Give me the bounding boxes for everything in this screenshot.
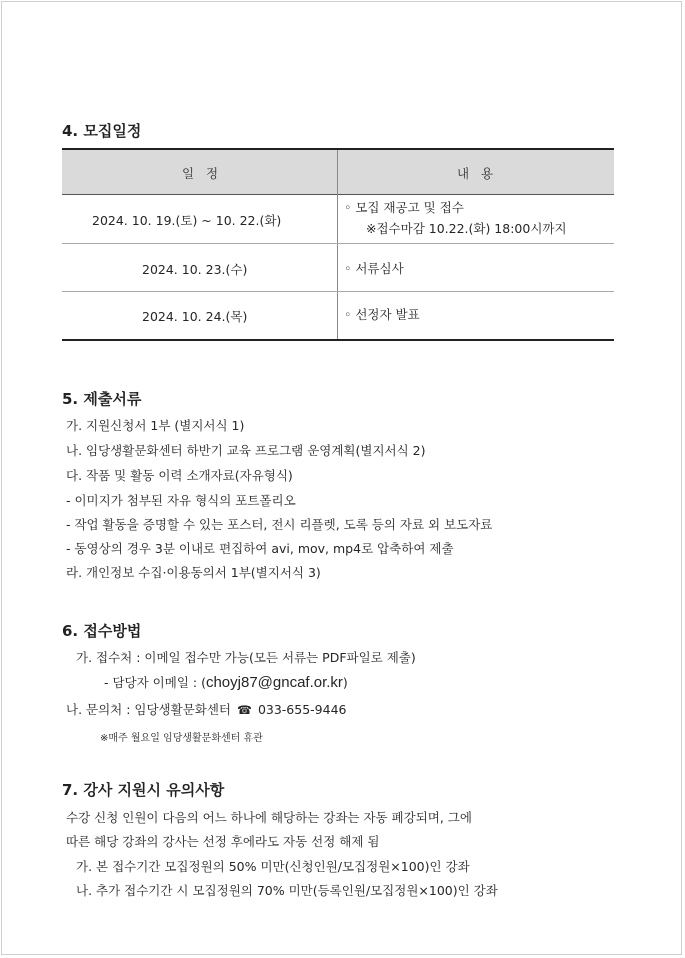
list-item: - 작업 활동을 증명할 수 있는 포스터, 전시 리플렛, 도록 등의 자료 외 보도자료: [66, 517, 493, 532]
contact-email[interactable]: choyj87@gncaf.or.kr: [205, 674, 343, 691]
table-header-content: 내 용: [457, 166, 498, 181]
list-item: - 동영상의 경우 3분 이내로 편집하여 avi, mov, mp4로 압축하여 제출: [66, 541, 454, 556]
table-column-divider: [337, 150, 338, 339]
table-row-1-date: 2024. 10. 19.(토) ~ 10. 22.(화): [92, 213, 282, 228]
table-row-divider: [62, 243, 614, 244]
list-item: 가. 지원신청서 1부 (별지서식 1): [66, 418, 245, 433]
section-6-title: 6. 접수방법: [62, 622, 142, 640]
section-7-title: 7. 강사 지원시 유의사항: [62, 781, 225, 799]
section-7-item-a: 가. 본 접수기간 모집정원의 50% 미만(신청인원/모집정원×100)인 강좌: [76, 859, 470, 874]
section-7-intro-1: 수강 신청 인원이 다음의 어느 하나에 해당하는 강좌는 자동 폐강되며, 그에: [66, 810, 472, 825]
phone-number: 033-655-9446: [257, 702, 347, 717]
phone-icon: ☎: [237, 703, 252, 717]
contact-email-label: - 담당자 이메일 : (: [104, 675, 206, 690]
closed-day-note: ※매주 월요일 임당생활문화센터 휴관: [100, 733, 263, 744]
table-row-3-date: 2024. 10. 24.(목): [142, 309, 248, 324]
table-header-date: 일 정: [182, 166, 223, 181]
table-row-2-date: 2024. 10. 23.(수): [142, 262, 248, 277]
table-header-row: [62, 150, 614, 195]
table-row-1-note: ※접수마감 10.22.(화) 18:00시까지: [366, 221, 567, 236]
table-bottom-rule: [62, 339, 614, 341]
receipt-method: 가. 접수처 : 이메일 접수만 가능(모든 서류는 PDF파일로 제출): [76, 650, 416, 665]
contact-email-line: [104, 673, 348, 691]
table-row-1-content: ◦ 모집 재공고 및 접수: [344, 200, 464, 215]
inquiry-line: [66, 700, 347, 718]
list-item: 다. 작품 및 활동 이력 소개자료(자유형식): [66, 468, 293, 483]
contact-email-close: ): [342, 675, 348, 690]
list-item: - 이미지가 첨부된 자유 형식의 포트폴리오: [66, 493, 296, 508]
section-7-intro-2: 따른 해당 강좌의 강사는 선정 후에라도 자동 선정 해제 됨: [66, 834, 380, 849]
table-row-2-content: ◦ 서류심사: [344, 261, 404, 276]
section-7-item-b: 나. 추가 접수기간 시 모집정원의 70% 미만(등록인원/모집정원×100)인 강좌: [76, 883, 498, 898]
section-4-title: 4. 모집일정: [62, 122, 142, 140]
table-row-3-content: ◦ 선정자 발표: [344, 307, 420, 322]
section-5-title: 5. 제출서류: [62, 390, 142, 408]
table-row-divider: [62, 291, 614, 292]
list-item: 나. 임당생활문화센터 하반기 교육 프로그램 운영계획(별지서식 2): [66, 443, 426, 458]
list-item: 라. 개인정보 수집·이용동의서 1부(별지서식 3): [66, 565, 321, 580]
inquiry-label: 나. 문의처 : 임당생활문화센터: [66, 702, 232, 717]
schedule-table: [62, 148, 614, 341]
